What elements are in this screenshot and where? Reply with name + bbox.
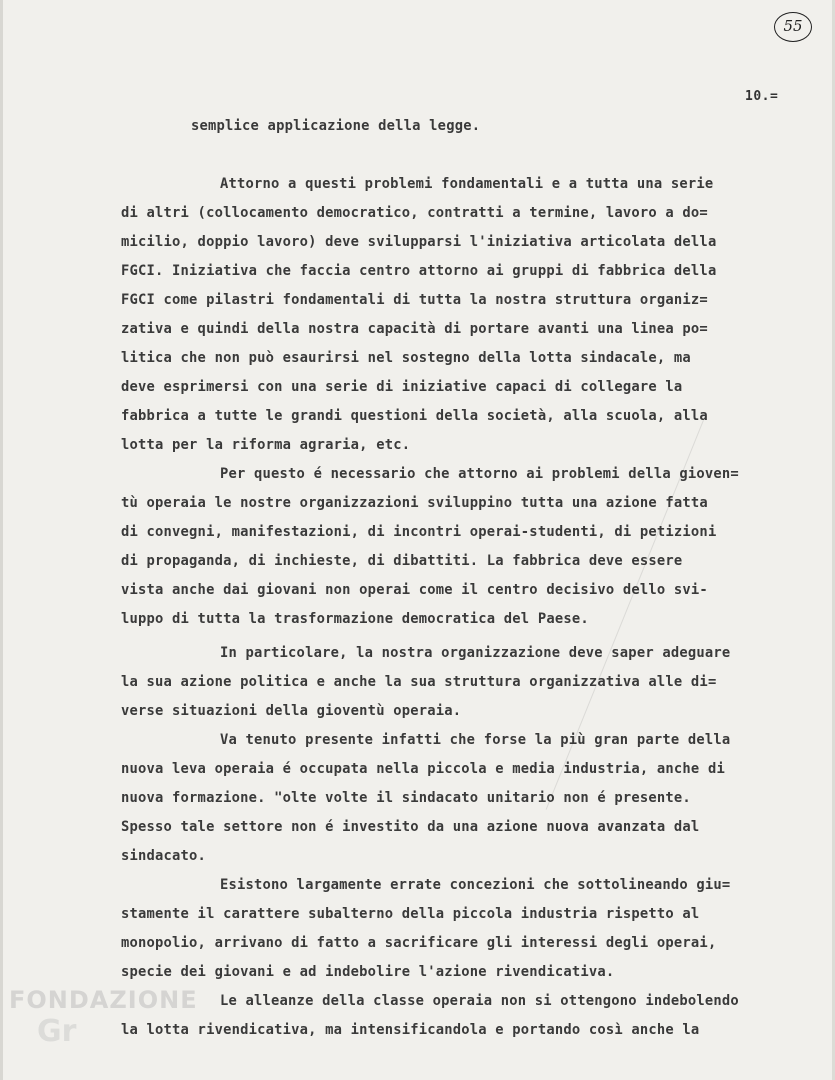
archive-watermark: FONDAZIONE [9,986,198,1014]
text-line: Attorno a questi problemi fondamentali e a tutta una serie [220,176,714,192]
text-line: verse situazioni della gioventù operaia. [121,703,462,719]
text-line: monopolio, arrivano di fatto a sacrificare gli interessi degli operai, [121,935,717,951]
text-line: la lotta rivendicativa, ma intensificandola e portando così anche la [121,1022,700,1038]
text-line: zativa e quindi della nostra capacità di portare avanti una linea po= [121,321,708,337]
text-line: Esistono largamente errate concezioni che sottolineando giu= [220,877,731,893]
text-line: vista anche dai giovani non operai come il centro decisivo dello svi- [121,582,708,598]
text-line: Va tenuto presente infatti che forse la più gran parte della [220,732,731,748]
text-line: FGCI come pilastri fondamentali di tutta la nostra struttura organiz= [121,292,708,308]
text-line: specie dei giovani e ad indebolire l'azione rivendicativa. [121,964,615,980]
text-line: sindacato. [121,848,207,864]
page-number: 10.= [745,89,779,104]
text-line: Spesso tale settore non é investito da una azione nuova avanzata dal [121,819,700,835]
text-line: di altri (collocamento democratico, contratti a termine, lavoro a do= [121,205,708,221]
text-line: litica che non può esaurirsi nel sostegno della lotta sindacale, ma [121,350,691,366]
text-line: In particolare, la nostra organizzazione deve saper adeguare [220,645,731,661]
text-line: semplice applicazione della legge. [191,118,481,134]
text-line: lotta per la riforma agraria, etc. [121,437,411,453]
text-line: la sua azione politica e anche la sua struttura organizzativa alle di= [121,674,717,690]
text-line: tù operaia le nostre organizzazioni sviluppino tutta una azione fatta [121,495,708,511]
text-line: di convegni, manifestazioni, di incontri operai-studenti, di petizioni [121,524,717,540]
text-line: fabbrica a tutte le grandi questioni della società, alla scuola, alla [121,408,708,424]
text-line: micilio, doppio lavoro) deve svilupparsi l'iniziativa articolata della [121,234,717,250]
text-line: nuova formazione. "olte volte il sindacato unitario non é presente. [121,790,691,806]
text-line: nuova leva operaia é occupata nella piccola e media industria, anche di [121,761,725,777]
text-line: deve esprimersi con una serie di iniziative capaci di collegare la [121,379,683,395]
text-line: Le alleanze della classe operaia non si ottengono indebolendo [220,993,739,1009]
text-line: FGCI. Iniziativa che faccia centro attorno ai gruppi di fabbrica della [121,263,717,279]
archive-watermark-logo: Gr [37,1014,77,1049]
text-line: di propaganda, di inchieste, di dibattiti. La fabbrica deve essere [121,553,683,569]
text-line: Per questo é necessario che attorno ai problemi della gioven= [220,466,739,482]
handwritten-page-mark: 55 [774,12,812,42]
text-line: stamente il carattere subalterno della piccola industria rispetto al [121,906,700,922]
text-line: luppo di tutta la trasformazione democratica del Paese. [121,611,589,627]
